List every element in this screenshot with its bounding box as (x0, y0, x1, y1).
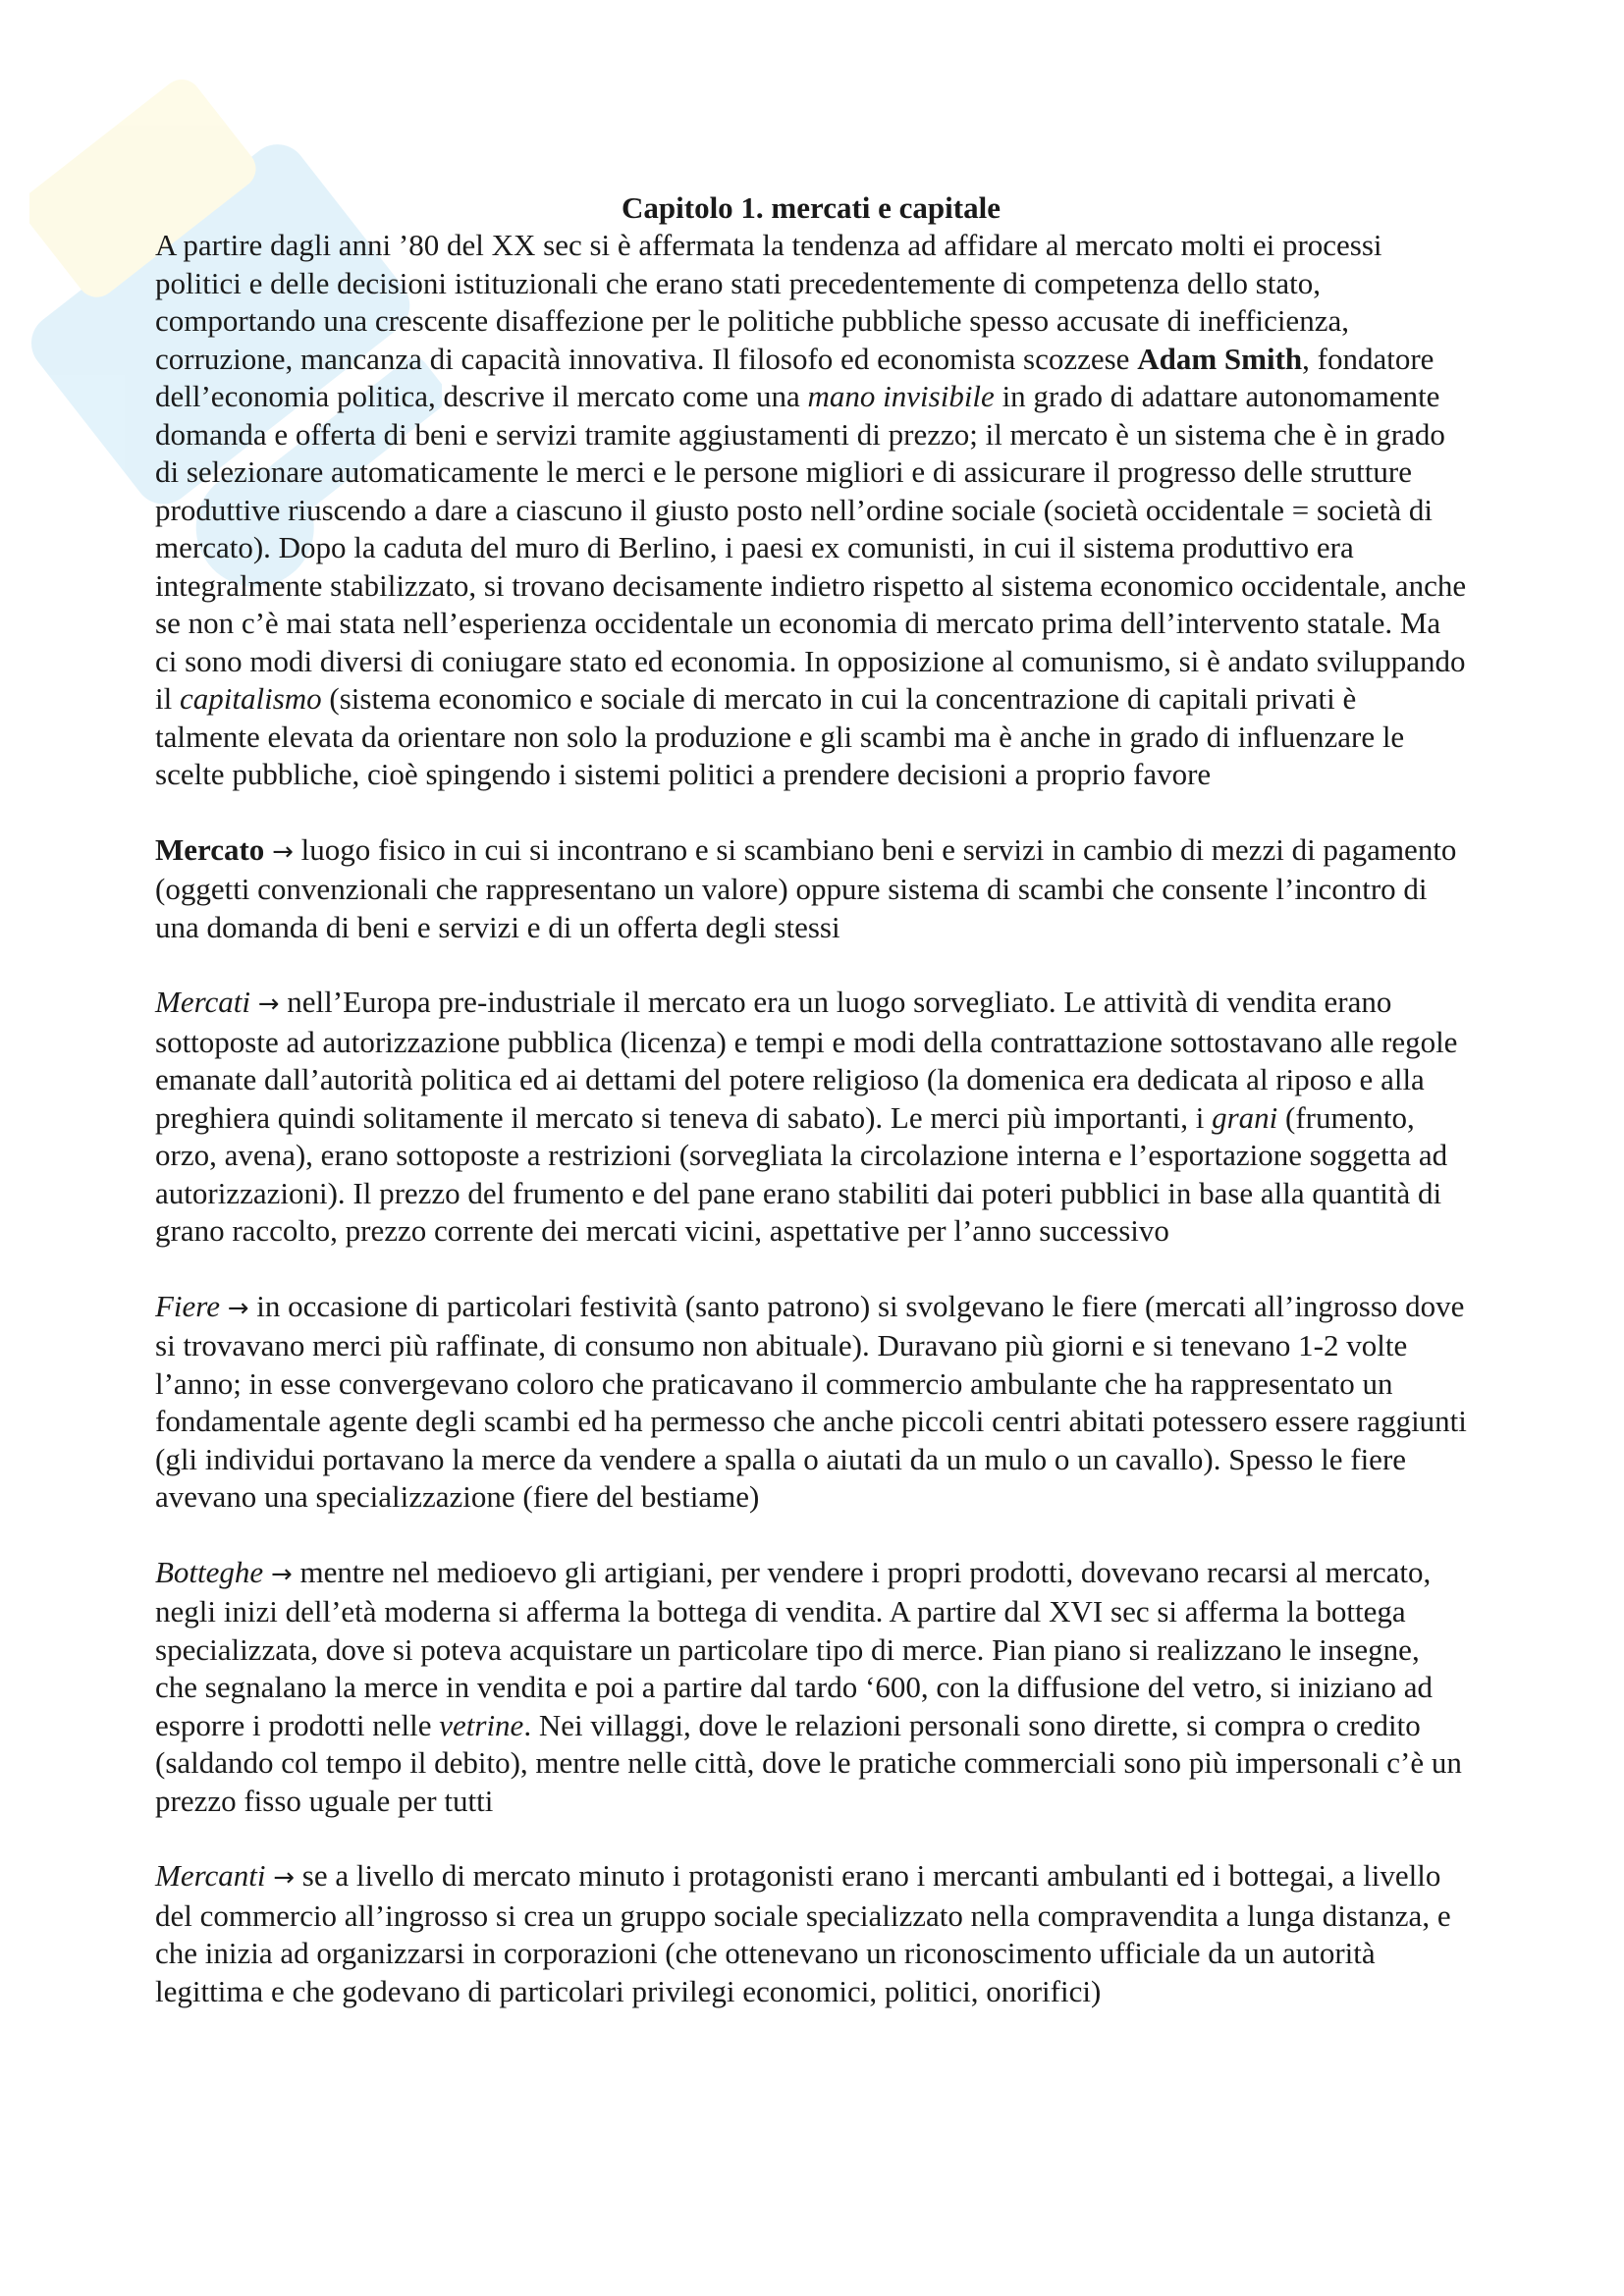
arrow-icon: → (273, 1863, 296, 1893)
mercato-text: luogo fisico in cui si incontrano e si scambiano beni e servizi in cambio di mezzi di pagamento (oggetti convenzionali che rappresentano un valore) oppure sistema di scambi che consente l’incontro di una domanda di beni e servizi e di un offerta degli stessi (155, 831, 1457, 944)
mercati-text-2: (frumento, orzo, avena), erano sottoposte a restrizioni (sorvegliata la circolazione interna e l’esportazione soggetta ad autorizzazioni). Il prezzo del frumento e del pane erano stabiliti dai poteri pubblici in base alla quantità di grano raccolto, prezzo corrente dei mercati vicini, aspettative per l’anno successivo (155, 1099, 1448, 1248)
adam-smith-name: Adam Smith (1137, 341, 1303, 376)
mercanti-section (155, 1857, 1467, 2010)
mercati-heading: Mercati (155, 985, 250, 1019)
intro-text-3: in grado di adattare autonomamente domanda e offerta di beni e servizi tramite aggiustamenti di prezzo; il mercato è un sistema che è in grado di selezionare automaticamente le merci e le persone migliori e di assicurare il progresso delle strutture produttive riuscendo a dare a ciascuno il giusto posto nell’ordine sociale (società occidentale = società di mercato). Dopo la caduta del muro di Berlino, i paesi ex comunisti, in cui il sistema produttivo era integralmente stabilizzato, si trovano decisamente indietro rispetto al sistema economico occidentale, anche se non c’è mai stata nell’esperienza occidentale un economia di mercato prima dell’intervento statale. Ma ci sono modi diversi di coniugare stato ed economia. In opposizione al comunismo, si è andato sviluppando il (155, 379, 1467, 716)
botteghe-text-2: . Nei villaggi, dove le relazioni personali sono dirette, si compra o credito (saldando col tempo il debito), mentre nelle città, dove le pratiche commerciali sono più impersonali c’è un prezzo fisso uguale per tutti (155, 1707, 1462, 1818)
arrow-icon: → (227, 1293, 249, 1323)
intro-text-4: (sistema economico e sociale di mercato in cui la concentrazione di capitali privati è talmente elevata da orientare non solo la produzione e gli scambi ma è anche in grado di influenzare le scelte pubbliche, cioè spingendo i sistemi politici a prendere decisioni a proprio favore (155, 681, 1405, 791)
botteghe-text-1: mentre nel medioevo gli artigiani, per vendere i propri prodotti, dovevano recarsi al mercato, negli inizi dell’età moderna si afferma la bottega di vendita. A partire dal XVI sec si afferma la bottega specializzata, dove si poteva acquistare un particolare tipo di merce. Pian piano si realizzano le insegne, che segnalano la merce in vendita e poi a partire dal tardo ‘600, con la diffusione del vetro, si iniziano ad esporre i prodotti nelle (155, 1554, 1433, 1742)
arrow-icon: → (257, 989, 280, 1019)
arrow-icon: → (272, 836, 294, 867)
botteghe-section (155, 1554, 1467, 1821)
intro-paragraph (155, 227, 1467, 794)
intro-text-1: A partire dagli anni ’80 del XX sec si è affermata la tendenza ad affidare al mercato molti ei processi politici e delle decisioni istituzionali che erano stati precedentemente di competenza dello stato, comportando una crescente disaffezione per le politiche pubbliche spesso accusate di inefficienza, corruzione, mancanza di capacità innovativa. Il filosofo ed economista scozzese (155, 228, 1382, 376)
vetrine-term: vetrine (439, 1707, 524, 1742)
grani-term: grani (1212, 1099, 1278, 1135)
botteghe-heading: Botteghe (155, 1554, 264, 1589)
mercato-heading: Mercato (155, 831, 265, 867)
fiere-section (155, 1288, 1467, 1517)
fiere-heading: Fiere (155, 1288, 220, 1323)
arrow-icon: → (270, 1559, 293, 1589)
mercanti-text: se a livello di mercato minuto i protagonisti erano i mercanti ambulanti ed i bottegai, a livello del commercio all’ingrosso si crea un gruppo sociale specializzato nella compravendita a lunga distanza, e che inizia ad organizzarsi in corporazioni (che ottenevano un riconoscimento ufficiale da un autorità legittima e che godevano di particolari privilegi economici, politici, onorifici) (155, 1858, 1451, 2008)
document-page (155, 188, 1467, 2048)
mercato-section (155, 831, 1467, 947)
intro-text-2: , fondatore dell’economia politica, descrive il mercato come una (155, 341, 1435, 413)
page-title: Capitolo 1. mercati e capitale (622, 190, 1001, 225)
mercati-section (155, 984, 1467, 1251)
mercati-text-1: nell’Europa pre-industriale il mercato era un luogo sorvegliato. Le attività di vendita erano sottoposte ad autorizzazione pubblica (licenza) e tempi e modi della contrattazione sottostavano alle regole emanate dall’autorità politica ed ai dettami del potere religioso (la domenica era dedicata al riposo e alla preghiera quindi solitamente il mercato si teneva di sabato). Le merci più importanti, i (155, 985, 1458, 1135)
mano-invisibile-term: mano invisibile (807, 379, 995, 413)
mercanti-heading: Mercanti (155, 1858, 266, 1893)
fiere-text: in occasione di particolari festività (santo patrono) si svolgevano le fiere (mercati all’ingrosso dove si trovavano merci più raffinate, di consumo non abituale). Duravano più giorni e si tenevano 1-2 volte l’anno; in esse convergevano coloro che praticavano il commercio ambulante che ha rappresentato un fondamentale agente degli scambi ed ha permesso che anche piccoli centri abitati potessero essere raggiunti (gli individui portavano la merce da vendere a spalla o aiutati da un mulo o un cavallo). Spesso le fiere avevano una specializzazione (fiere del bestiame) (155, 1288, 1467, 1514)
capitalismo-term: capitalismo (179, 681, 322, 716)
